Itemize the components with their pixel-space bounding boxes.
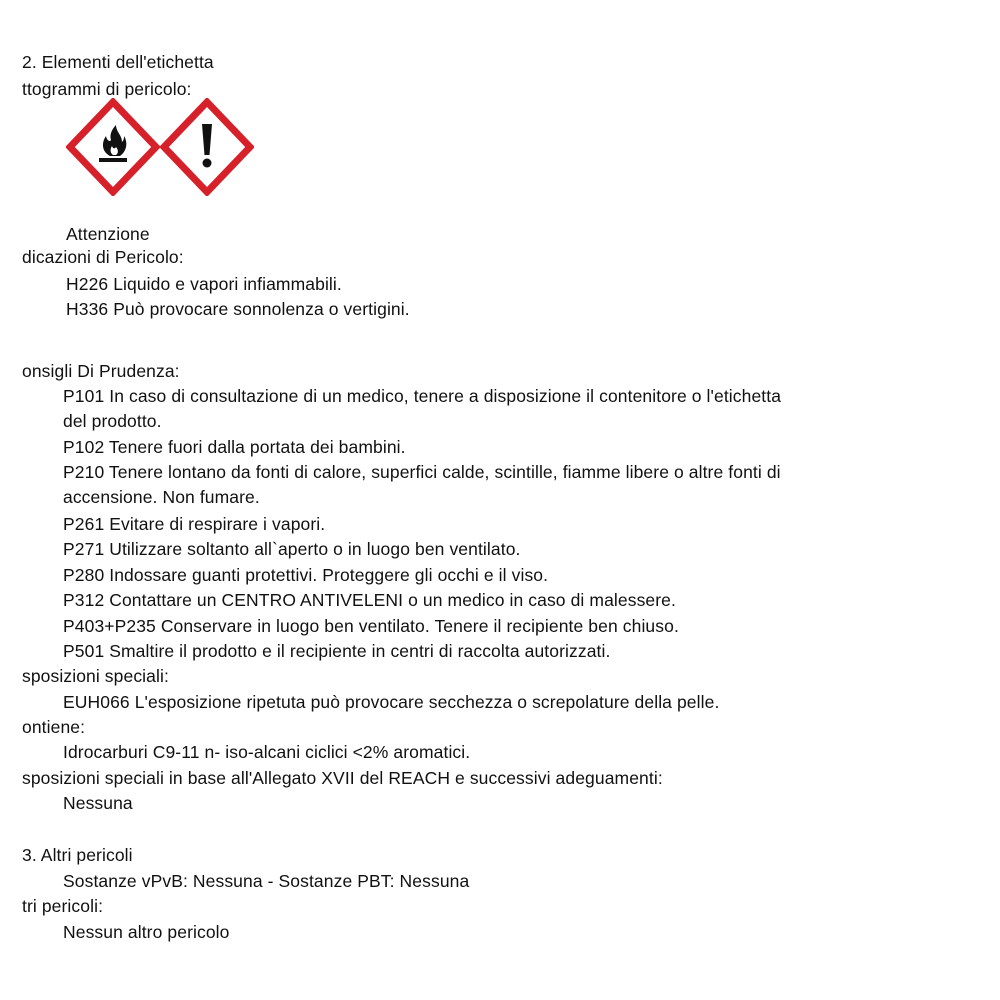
reach-provisions-label: sposizioni speciali in base all'Allegato XVII del REACH e successivi adeguamenti: <box>22 768 663 788</box>
hazard-statement: H336 Può provocare sonnolenza o vertigini. <box>66 299 410 319</box>
precautionary-statement: P501 Smaltire il prodotto e il recipiente in centri di raccolta autorizzati. <box>63 641 611 661</box>
signal-word: Attenzione <box>66 224 150 244</box>
flame-hazard-icon <box>66 98 160 196</box>
pictograms-label: ttogrammi di pericolo: <box>22 79 192 99</box>
precautionary-statement: P102 Tenere fuori dalla portata dei bambini. <box>63 437 406 457</box>
precautionary-statements-label: onsigli Di Prudenza: <box>22 361 180 381</box>
contains-label: ontiene: <box>22 717 86 737</box>
precautionary-statement: P280 Indossare guanti protettivi. Proteggere gli occhi e il viso. <box>63 565 549 585</box>
contains-value: Idrocarburi C9-11 n- iso-alcani ciclici <2% aromatici. <box>63 742 471 762</box>
special-provisions-label: sposizioni speciali: <box>22 666 169 686</box>
precautionary-statement: P210 Tenere lontano da fonti di calore, superfici calde, scintille, fiamme libere o altre fonti di <box>63 462 781 482</box>
precautionary-statement: P271 Utilizzare soltanto all`aperto o in luogo ben ventilato. <box>63 539 521 559</box>
reach-provisions-value: Nessuna <box>63 793 133 813</box>
hazard-statement: H226 Liquido e vapori infiammabili. <box>66 274 342 294</box>
other-hazards-value: Nessun altro pericolo <box>63 922 230 942</box>
hazard-pictograms <box>66 98 256 196</box>
precautionary-statement: P261 Evitare di respirare i vapori. <box>63 514 326 534</box>
precautionary-statement-continuation: accensione. Non fumare. <box>63 487 260 507</box>
exclamation-hazard-icon <box>160 98 254 196</box>
precautionary-statement: P101 In caso di consultazione di un medico, tenere a disposizione il contenitore o l'etichetta <box>63 386 782 406</box>
precautionary-statement-continuation: del prodotto. <box>63 411 162 431</box>
section-3-heading: 3. Altri pericoli <box>22 845 133 865</box>
special-provision: EUH066 L'esposizione ripetuta può provocare secchezza o screpolature della pelle. <box>63 692 720 712</box>
precautionary-statement: P312 Contattare un CENTRO ANTIVELENI o un medico in caso di malessere. <box>63 590 676 610</box>
other-hazards-label: tri pericoli: <box>22 896 104 916</box>
hazard-statements-label: dicazioni di Pericolo: <box>22 247 184 267</box>
section-2-heading: 2. Elementi dell'etichetta <box>22 52 214 72</box>
precautionary-statement: P403+P235 Conservare in luogo ben ventilato. Tenere il recipiente ben chiuso. <box>63 616 679 636</box>
pbt-vpvb-value: Sostanze vPvB: Nessuna - Sostanze PBT: Nessuna <box>63 871 470 891</box>
